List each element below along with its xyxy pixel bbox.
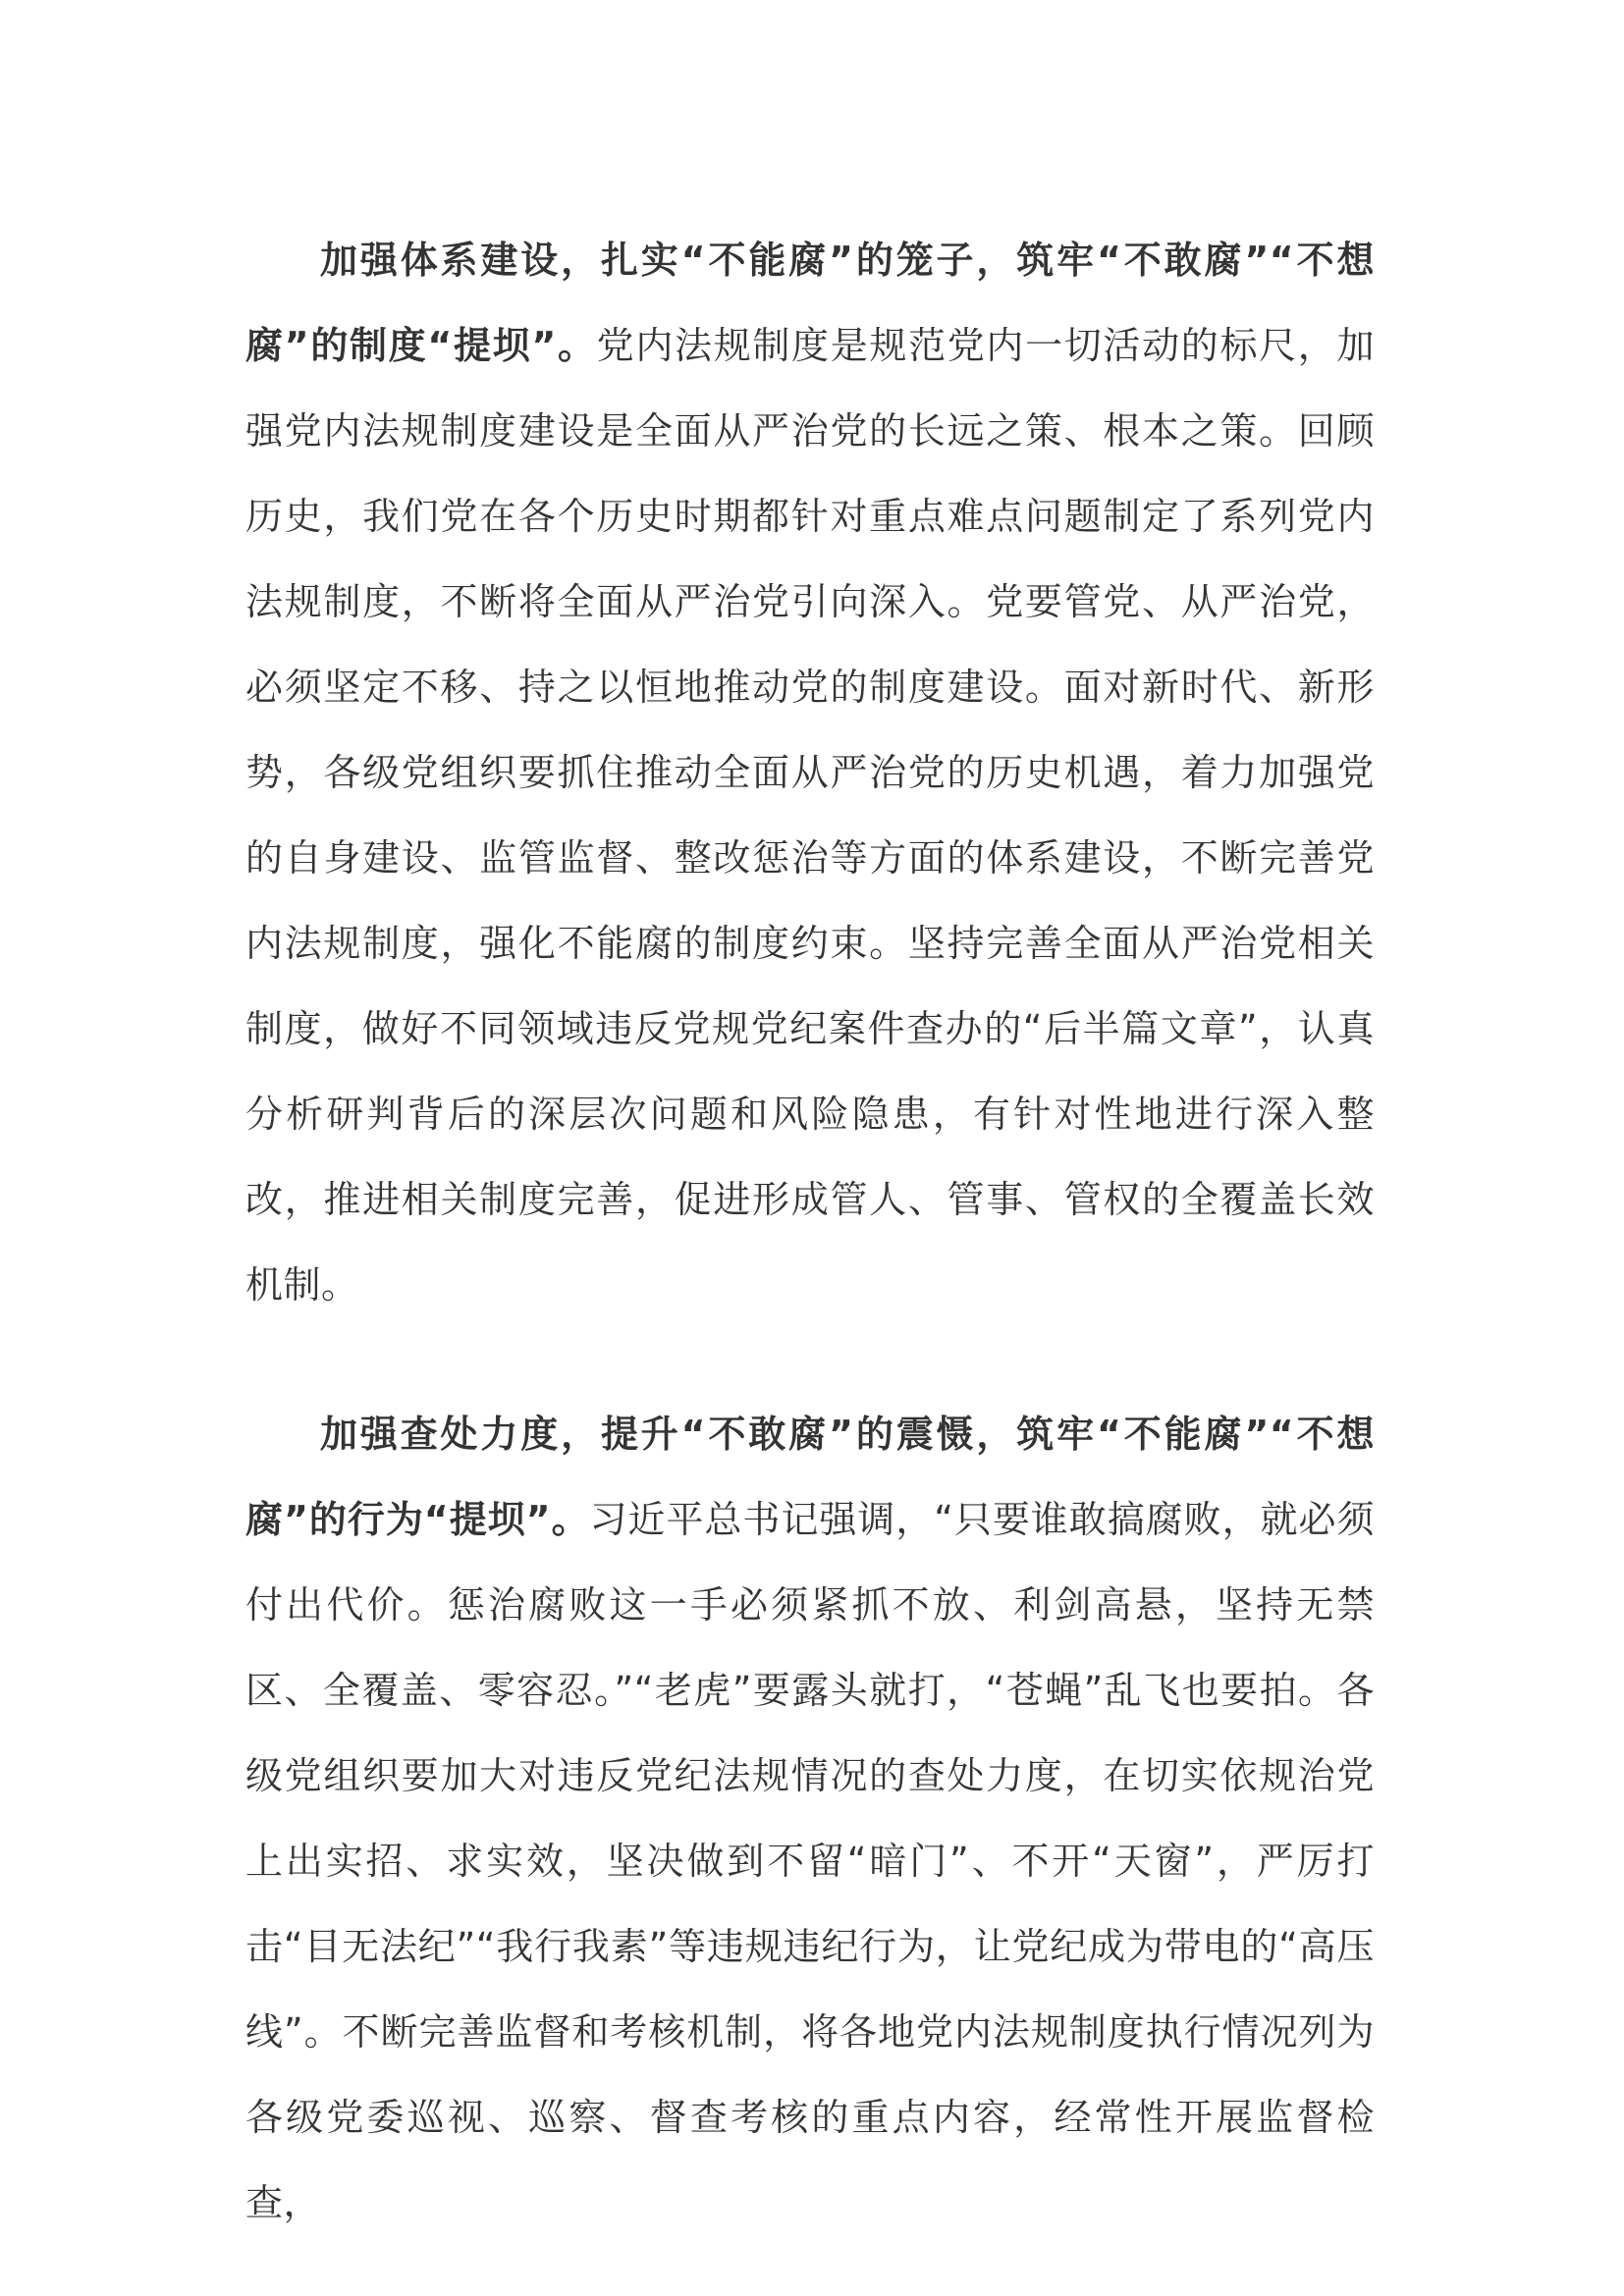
paragraph-text: 习近平总书记强调，“只要谁敢搞腐败，就必须付出代价。惩治腐败这一手必须紧抓不放、利剑高悬，坚持无禁区、全覆盖、零容忍。”“老虎”要露头就打，“苍蝇”乱飞也要拍。各级党组织要加大对违反党纪法规情况的查处力度，在切实依规治党上出实招、求实效，坚决做到不留“暗门”、不开“天窗”，严厉打击“目无法纪”“我行我素”等违规违纪行为，让党纪成为带电的“高压线”。不断完善监督和考核机制，将各地党内法规制度执行情况列为各级党委巡视、巡察、督查考核的重点内容，经常性开展监督检查， [245, 1498, 1375, 2224]
paragraph-system-building [245, 218, 1375, 1328]
paragraph-investigation-strength [245, 1392, 1375, 2246]
paragraph-lead: 加强查处力度，提升“不敢腐”的震慑，筑牢“不能腐”“不想腐”的行为“提坝”。 [245, 1413, 1375, 1541]
paragraph-lead: 加强体系建设，扎实“不能腐”的笼子，筑牢“不敢腐”“不想腐”的制度“提坝”。 [245, 239, 1375, 367]
paragraph-text: 党内法规制度是规范党内一切活动的标尺，加强党内法规制度建设是全面从严治党的长远之策、根本之策。回顾历史，我们党在各个历史时期都针对重点难点问题制定了系列党内法规制度，不断将全面从严治党引向深入。党要管党、从严治党，必须坚定不移、持之以恒地推动党的制度建设。面对新时代、新形势，各级党组织要抓住推动全面从严治党的历史机遇，着力加强党的自身建设、监管监督、整改惩治等方面的体系建设，不断完善党内法规制度，强化不能腐的制度约束。坚持完善全面从严治党相关制度，做好不同领域违反党规党纪案件查办的“后半篇文章”，认真分析研判背后的深层次问题和风险隐患，有针对性地进行深入整改，推进相关制度完善，促进形成管人、管事、管权的全覆盖长效机制。 [245, 324, 1375, 1307]
document-body [245, 218, 1375, 2246]
